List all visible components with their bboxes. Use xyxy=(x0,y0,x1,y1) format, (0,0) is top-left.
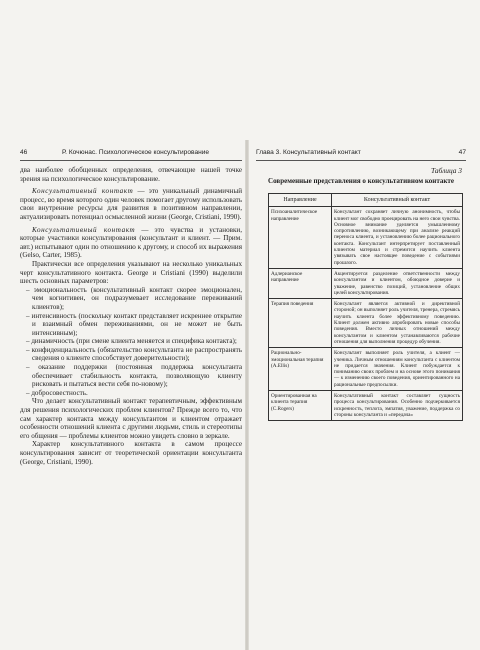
book-gutter xyxy=(245,140,249,650)
left-page-header xyxy=(20,148,242,161)
table-row xyxy=(269,299,463,348)
direction-cell: Адлерианское направление xyxy=(269,268,332,298)
contact-cell: Консультант является активной и директивной стороной; он выполняет роль учителя, тренера, стремясь научить клиента более эффективному поведению. Клиент должен активно апробировать новые способы поведения. Вместо личных отношений между консультантом и клиентом устанавливаются рабочие отношения для выполнения процедур обучения. xyxy=(332,299,463,348)
definition-paragraph xyxy=(20,226,242,260)
column-header: Направление xyxy=(269,194,332,207)
page-number: 46 xyxy=(20,149,28,156)
direction-cell: Рационально-эмоциональная терапия (A.Ellis) xyxy=(269,348,332,391)
direction-cell: Психоаналитическое направление xyxy=(269,207,332,269)
contact-cell: Консультативный контакт составляет сущность процесса консультирования. Особенно подчеркивается искренность, теплота, эмпатия, уважение, поддержка со стороны консультанта и «передача» xyxy=(332,391,463,421)
direction-cell: Терапия поведения xyxy=(269,299,332,348)
table-row xyxy=(269,391,463,421)
table-row xyxy=(269,268,463,298)
table-row xyxy=(269,207,463,269)
definition-paragraph xyxy=(20,187,242,221)
contact-cell: Консультант выполняет роль учителя, а клиент — ученика. Личным отношениям консультанта с клиентом не придается значения. Клиент побуждается к пониманию своих проблем и на основе этого понимания — к изменению своего поведения, ориентированного на рациональные предпосылки. xyxy=(332,348,463,391)
paragraph: два наиболее обобщенных определения, отвечающие нашей точке зрения на психологическое консультирование. xyxy=(20,166,242,183)
direction-cell: Ориентированная на клиента терапия (C.Rogers) xyxy=(269,391,332,421)
list-item: – динамичность (при смене клиента меняется и специфика контакта); xyxy=(20,337,242,346)
definition-text: — это уникальный динамичный процесс, во время которого один человек помогает другому использовать свои внутренние ресурсы для развития в позитивном направлении, актуализировать потенциал осмысленной жизни (George, Cristiani, 1990). xyxy=(20,187,243,221)
contact-table xyxy=(268,193,463,421)
list-item: – интенсивность (поскольку контакт представляет искреннее открытие и взаимный обмен переживаниями, он не может не быть интенсивным); xyxy=(20,312,242,338)
list-item: – конфиденциальность (обязательство консультанта не распространять сведения о клиенте способствует доверительности); xyxy=(20,346,242,363)
list-item: – эмоциональность (консультативный контакт скорее эмоционален, чем когнитивен, он подразумевает исследование переживаний клиентов); xyxy=(20,286,242,312)
right-page-header xyxy=(256,148,466,161)
table-row xyxy=(269,348,463,391)
paragraph: Практически все определения указывают на несколько уникальных черт консультативного контакта. George и Cristiani (1990) выделили шесть основных параметров: xyxy=(20,259,242,286)
paragraph: Характер консультативного контакта в самом процессе консультирования зависит от теоретической ориентации консультанта (George, Cristiani, 1990). xyxy=(20,440,242,466)
table-header-row xyxy=(269,194,463,207)
left-page xyxy=(20,148,242,466)
contact-cell: Консультант сохраняет личную анонимность, чтобы клиент мог свободно проецировать на него свои чувства. Основное внимание уделяется умышленному сопротивлению, возникающему при анализе реакций переноса клиента, и установлению более рационального контакта. Консультант интерпретирует поставленный клиентом материал и стремится научить клиента увязывать свое настоящее поведение с событиями прошлого. xyxy=(332,207,463,269)
list-item: – оказание поддержки (постоянная поддержка консультанта обеспечивает стабильность контакта, позволяющую клиенту рисковать и пытаться вести себя по-новому); xyxy=(20,363,242,389)
contact-cell: Акцентируется разделение ответственности между консультантом и клиентом, обоюдное доверие и уважение, равенство позиций, установление общих целей консультирования. xyxy=(332,268,463,298)
column-header: Консультативный контакт xyxy=(332,194,463,207)
paragraph: Что делает консультативный контакт терапевтичным, эффективным для решения психологических проблем клиентов? Прежде всего то, что сам характер контакта между консультантом и клиентом отражает особенности отношений клиента с другими людьми, стиль и стереотипы его общения — проблемы клиентов можно увидеть словно в зеркале. xyxy=(20,397,242,440)
page-number: 47 xyxy=(458,149,466,156)
term: Консультативный контакт xyxy=(32,225,136,234)
running-title: Р. Кочюнас. Психологическое консультирование xyxy=(62,149,210,156)
left-page-body xyxy=(20,166,242,466)
definition-text: — это чувства и установки, которые участники консультирования (консультант и клиент. — Прим. авт.) испытывают один по отношению к другому, и способ их выражения (Gelso, Carter, 1985). xyxy=(20,225,243,260)
right-page xyxy=(256,148,466,421)
list-item: – добросовестность. xyxy=(20,389,242,398)
table-title: Современные представления о консультативном контакте xyxy=(268,177,454,185)
term: Консультативный контакт xyxy=(32,187,134,196)
parameter-list xyxy=(20,286,242,398)
table-caption: Таблица 3 xyxy=(430,166,462,175)
running-title: Глава 3. Консультативный контакт xyxy=(256,149,361,156)
